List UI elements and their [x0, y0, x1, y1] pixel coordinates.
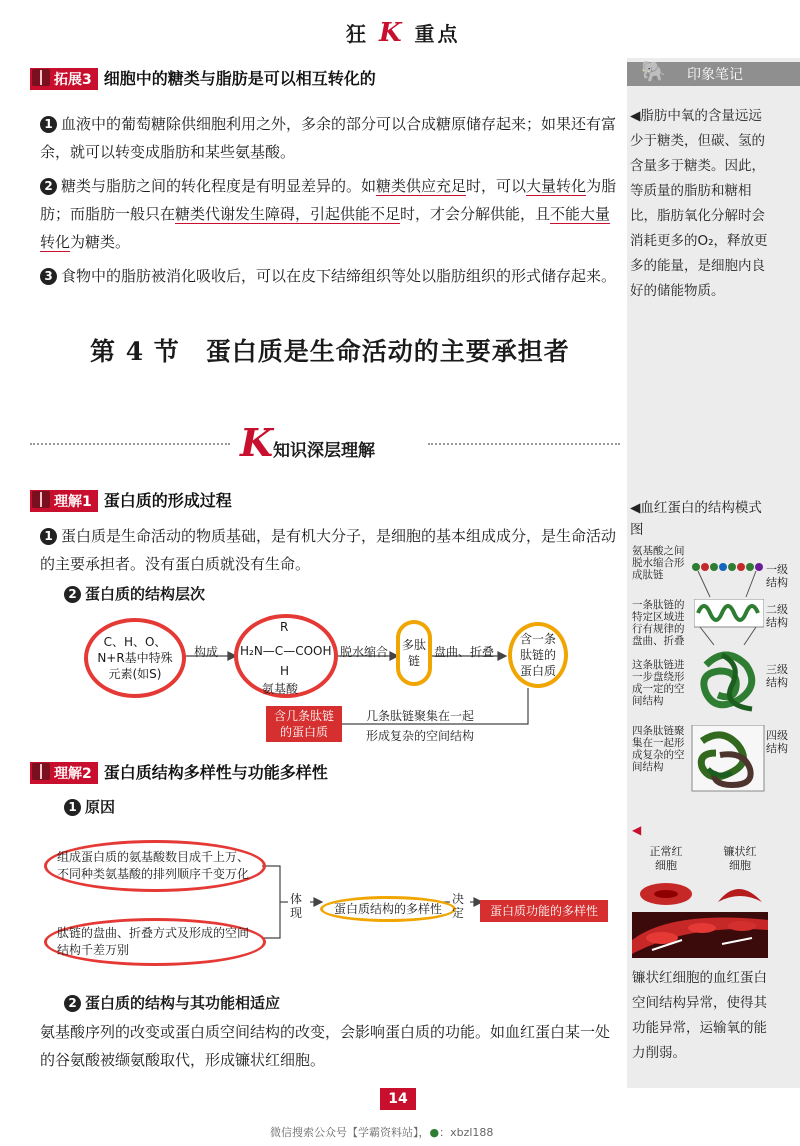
amino-acid-node: R H₂N—C—COOH H 氨基酸: [234, 614, 338, 698]
sidebar-hb-caption: ◀血红蛋白的结构模式图: [630, 500, 762, 538]
level3-desc: 这条肽链进一步盘绕形成一定的空间结构: [632, 659, 685, 707]
elephant-icon: 🐘: [641, 59, 666, 83]
page-header: [0, 0, 800, 56]
header-title-pre: 狂: [346, 22, 369, 46]
level4-label: 四级结构: [766, 729, 788, 755]
wechat-icon: ●: [429, 1126, 440, 1139]
arrow-label-dehydration: 脱水缩合: [340, 645, 389, 659]
arrow-label-aggregate: 几条肽链聚集在一起: [366, 709, 475, 723]
level3-fold: [692, 645, 766, 719]
u1-title: 蛋白质的形成过程: [103, 491, 232, 510]
u2-sub1: 1 原因: [64, 796, 115, 817]
level2-helix: [694, 599, 764, 645]
level1-desc: 氨基酸之间脱水缩合形成肽链: [632, 545, 685, 581]
banner-line-right: [428, 443, 620, 445]
u1-p1: 1 蛋白质是生命活动的物质基础，是有机大分子，是细胞的基本组成成分，是生命活动的主要承担者。没有蛋白质就没有生命。: [40, 527, 617, 573]
sidebar-title-text: 印象笔记: [687, 67, 743, 83]
peptide-node: 多肽链: [396, 620, 432, 686]
u2-p2: 氨基酸序列的改变或蛋白质空间结构的改变，会影响蛋白质的功能。如血红蛋白某一处的谷氨酸被缬氨酸取代，形成镰状红细胞。: [40, 1023, 611, 1069]
function-diversity-node: 蛋白质功能的多样性: [480, 900, 608, 922]
banner-line-left: [30, 443, 230, 445]
header-k-logo: K: [378, 18, 405, 48]
knowledge-banner: [240, 420, 375, 465]
sidebar-title: [627, 59, 800, 86]
arrow-label-form: 构成: [194, 645, 219, 659]
u2-sub2: 2 蛋白质的结构与其功能相适应: [64, 992, 280, 1013]
sickle-cell-label: 镰状红细胞: [723, 845, 757, 872]
u2-heading: [30, 760, 328, 784]
arrow-label-determine: 决定: [452, 892, 465, 920]
protein-single-node: 含一条肽链的蛋白质: [508, 622, 568, 688]
level3-label: 三级结构: [766, 663, 788, 689]
footer-text: 微信搜索公众号【学霸资料站】，: [270, 1126, 430, 1139]
sidebar-note-fat: ◀脂肪中氧的含量远远少于糖类，但碳、氢的含量多于糖类。因此，等质量的脂肪和糖相比，脂肪氧化分解时会消耗更多的O₂，释放更多的能量，是细胞内良好的储能物质。: [630, 108, 768, 299]
arrow-label-structure: 形成复杂的空间结构: [366, 729, 475, 743]
ext3-heading: [30, 66, 376, 90]
level4-desc: 四条肽链聚集在一起形成复杂的空间结构: [632, 725, 685, 773]
footer: [270, 1124, 493, 1140]
u2-title: 蛋白质结构多样性与功能多样性: [103, 763, 328, 782]
hemoglobin-figure: [628, 545, 798, 795]
arrow-label-fold: 盘曲、折叠: [434, 645, 495, 659]
sidebar-note-sickle: 镰状红细胞的血红蛋白空间结构异常，使得其功能异常，运输氧的能力削弱。: [632, 970, 767, 1061]
arrow-label-embody: 体现: [290, 892, 303, 920]
ext3-p2: 2 糖类与脂肪之间的转化程度是有明显差异的。如糖类供应充足时，可以大量转化为脂肪；而脂肪一般只在糖类代谢发生障碍，引起供能不足时，才会分解供能，且不能大量转化为糖类。: [40, 177, 617, 251]
level1-label: 一级结构: [766, 563, 788, 589]
ext3-p3: 3 食物中的脂肪被消化吸收后，可以在皮下结缔组织等处以脂肪组织的形式储存起来。: [40, 262, 620, 290]
header-title-post: 重点: [414, 22, 461, 46]
book-icon: [32, 69, 50, 86]
level2-desc: 一条肽链的特定区域进行有规律的盘曲、折叠: [632, 599, 685, 647]
book-icon: [32, 491, 50, 508]
banner-text: 知识深层理解: [273, 441, 376, 461]
reason-folding: 肽链的盘曲、折叠方式及形成的空间结构千差万别: [44, 918, 266, 966]
protein-multi-node: 含几条肽链的蛋白质: [266, 706, 342, 742]
structure-diversity-node: 蛋白质结构的多样性: [320, 896, 456, 922]
elements-node: C、H、O、N+R基中特殊元素(如S): [84, 618, 186, 698]
u2-tag: 理解2: [30, 762, 98, 784]
level4-complex: [690, 725, 766, 795]
u1-sub2: 2 蛋白质的结构层次: [64, 583, 205, 604]
page-number: 14: [380, 1088, 416, 1110]
banner-k-logo: K: [240, 420, 274, 465]
ext3-tag: 拓展3: [30, 68, 98, 90]
level2-label: 二级结构: [766, 603, 788, 629]
u1-tag: 理解1: [30, 490, 98, 512]
header-title: [346, 18, 461, 48]
cell-marker: ◀: [632, 823, 642, 837]
level1-beads: [690, 559, 766, 599]
normal-cell-label: 正常红细胞: [649, 845, 683, 872]
red-cells-figure: [632, 878, 768, 958]
ext3-title: 细胞中的糖类与脂肪是可以相互转化的: [103, 69, 376, 88]
u1-heading: [30, 488, 232, 512]
ext3-p1: 1 血液中的葡萄糖除供细胞利用之外，多余的部分可以合成糖原储存起来；如果还有富余，就可以转变成脂肪和某些氨基酸。: [40, 115, 617, 161]
book-icon: [32, 763, 50, 780]
footer-contact: ：xbzl188: [439, 1126, 494, 1139]
section-title: 第 4 节 蛋白质是生命活动的主要承担者: [90, 337, 570, 366]
reason-sequence: 组成蛋白质的氨基酸数目成千上万、不同种类氨基酸的排列顺序千变万化: [44, 840, 266, 892]
